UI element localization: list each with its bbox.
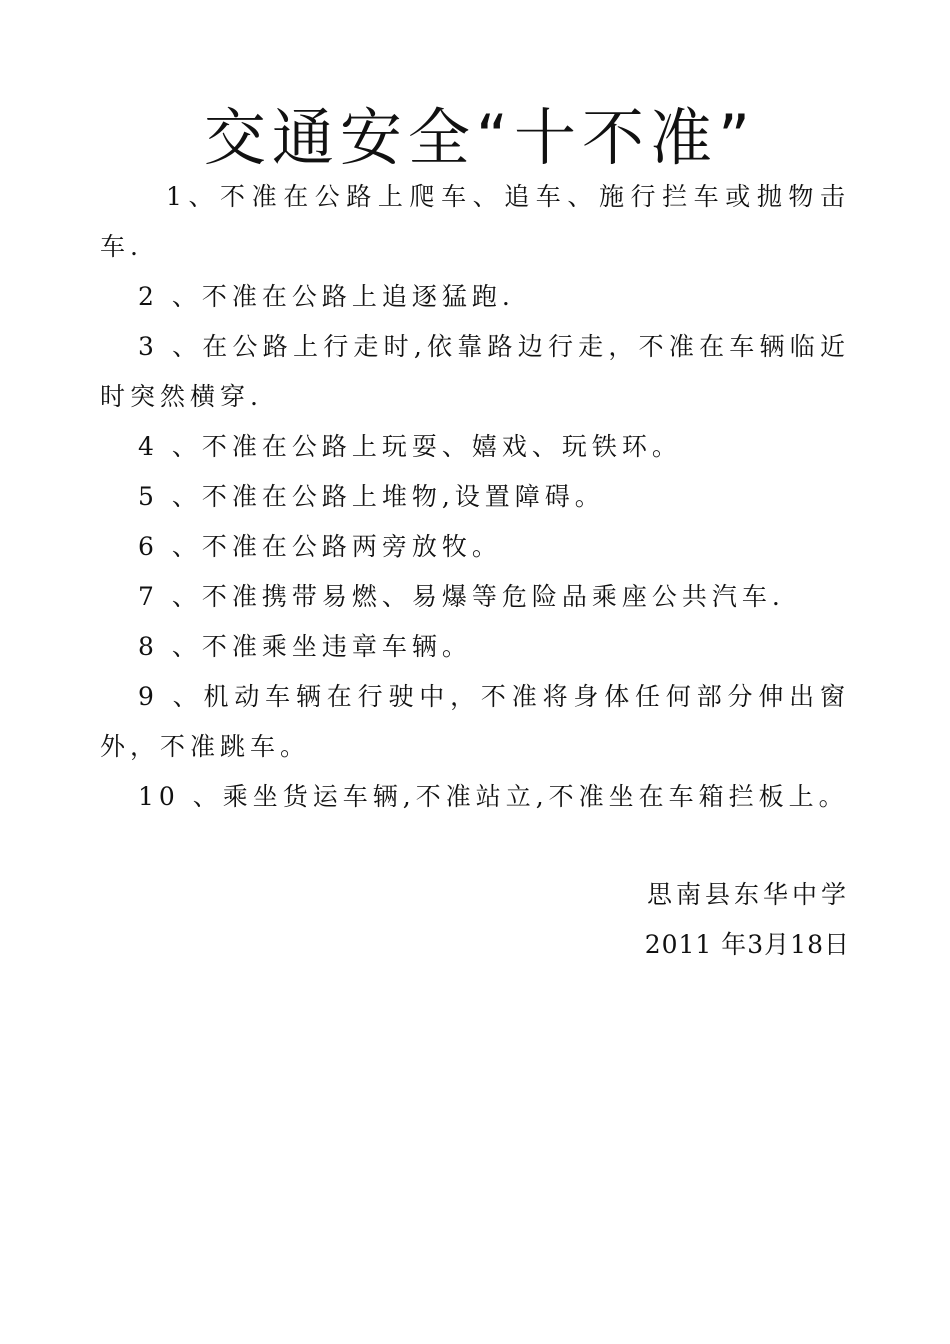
rule-item: 4 、不准在公路上玩耍、嬉戏、玩铁环。 — [138, 432, 682, 461]
rule-item: 1、不准在公路上爬车、追车、施行拦车或抛物击车. — [100, 182, 850, 261]
rules-list — [100, 172, 850, 822]
document-title: 交通安全“十不准” — [203, 101, 757, 174]
rule-item: 10 、乘坐货运车辆,不准站立,不准坐在车箱拦板上。 — [138, 782, 849, 811]
signature-block — [645, 870, 850, 970]
school-name: 思南县东华中学 — [646, 880, 850, 909]
rule-item: 7 、不准携带易燃、易爆等危险品乘座公共汽车. — [138, 582, 785, 611]
rule-item: 5 、不准在公路上堆物,设置障碍。 — [138, 482, 605, 511]
rule-item: 9 、机动车辆在行驶中，不准将身体任何部分伸出窗外，不准跳车。 — [100, 682, 850, 761]
signature-date: 2011 年3月18日 — [644, 930, 850, 959]
rule-item: 6 、不准在公路两旁放牧。 — [138, 532, 502, 561]
rule-item: 2 、不准在公路上追逐猛跑. — [138, 282, 515, 311]
rule-item: 3 、在公路上行走时,依靠路边行走，不准在车辆临近时突然横穿. — [100, 332, 850, 411]
rule-item: 8 、不准乘坐违章车辆。 — [138, 632, 472, 661]
